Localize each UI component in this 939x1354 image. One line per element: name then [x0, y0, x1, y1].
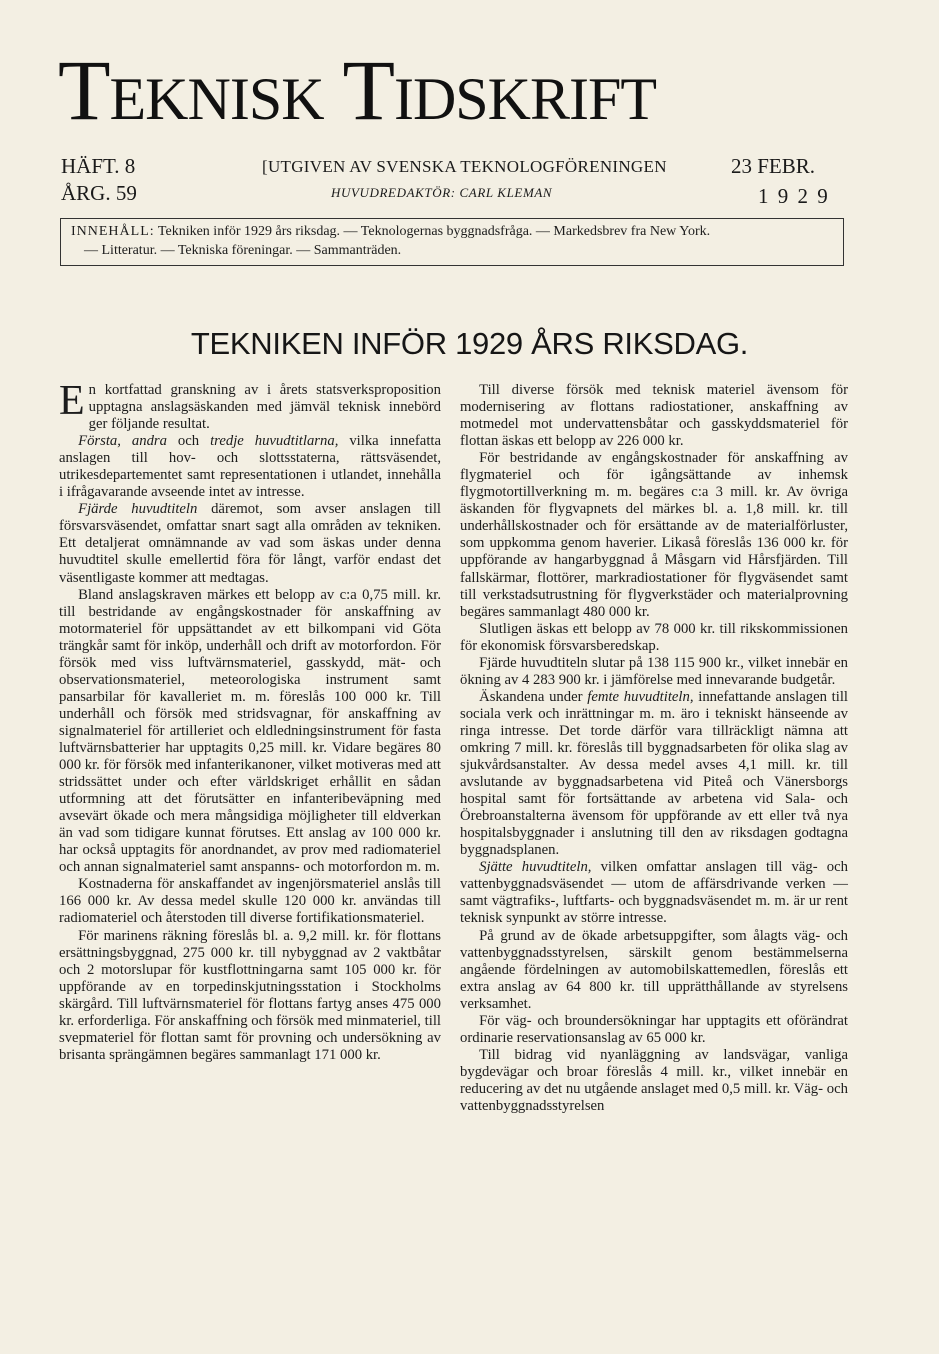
article-headline: TEKNIKEN INFÖR 1929 ÅRS RIKSDAG.	[190, 326, 749, 361]
paragraph-text: och	[166, 433, 211, 450]
masthead-title: Teknisk Tidskrift	[58, 42, 657, 138]
emphasis: Fjärde huvudtiteln	[78, 501, 198, 518]
issue-label: HÄFT. 8	[61, 154, 136, 178]
paragraph	[59, 501, 441, 586]
paragraph-text: Äskandena under	[479, 688, 588, 705]
paragraph	[460, 689, 848, 859]
issue-year: 1 9 2 9	[758, 184, 830, 208]
paragraph: Till bidrag vid nyanläggning av landsvägar, vanliga bygdevägar och broar föreslås 4 mill. kr., vilket innebär en reducering av det nu utgående anslaget med 0,5 mill. kr. Väg- och vattenbyggnadsstyrelsen	[460, 1046, 848, 1114]
paragraph: Bland anslagskraven märkes ett belopp av c:a 0,75 mill. kr. till bestridande av engångskostnader för anskaffning av motormateriel för uppsättandet av ett bilkompani vid Göta trängkår samt för inköp, underhåll och drift av motorfordon. För försök med viss luftvärnsmateriel, gasskydd, mät- och observationsmateriel, meteorologiska instrument samt pansarbilar för kavalleriet m. m. föreslås 100 000 kr. Till underhåll och försök med stridsvagnar, för anskaffning av signalmateriel för artilleriet och eldledningsinstrument för fasta luftvärnsbatterier har upptagits 0,25 mill. kr. Vidare begäres 80 000 kr. för försök med infanterikanoner, vilket motiveras med att stridssättet under och efter världskriget erhållit en sådan utformning att det förutsätter en infanteribeväpning med avsevärt ökade och mera mångsidiga möjligheter till eldverkan än vad som tidigare kunnat förutses. Ett anslag av 100 000 kr. har också upptagits för anordnandet, av prov med radiomateriel och annan signalmateriel samt anspanns- och motorfordon m. m.	[59, 586, 441, 876]
paragraph: På grund av de ökade arbetsuppgifter, som ålagts väg- och vattenbyggnadsstyrelsen, särskilt genom bestämmelserna angående fördelningen av automobilskattemedlen, föreslås ett extra anslag av 64 800 kr. till upprätthållande av styrelsens verksamhet.	[460, 927, 848, 1012]
paragraph: För väg- och broundersökningar har upptagits ett oförändrat ordinarie reservationsanslag av 65 000 kr.	[460, 1012, 848, 1046]
contents-line-1	[71, 222, 835, 241]
year-label: ÅRG. 59	[61, 181, 137, 205]
paragraph: För bestridande av engångskostnader för anskaffning av flygmateriel och för igångsättande av inhemsk flygmotortillverkning m. m. begäres c:a 3 mill. kr. Av övriga äskanden för flygvapnets del märkes bl. a. 1,8 mill. kr. till underhållskostnader och för ersättande av de materialförluster, som uppkomma genom haverier. Likaså föreslås 136 000 kr. för uppförande av hangarbyggnad å Måsgarn vid Hårsfjärden. Till fallskärmar, flottörer, markradiostationer för flygväsendet samt till verkstadsutrustning för flygverkstäder och materialprovning begäres sammanlagt 480 000 kr.	[460, 450, 848, 620]
article-column-left	[59, 378, 441, 1064]
paragraph: Till diverse försök med teknisk materiel ävensom för modernisering av flottans radiostationer, anskaffning av motmedel mot undervattensbåtar och gasskyddsmateriel för flottan äskas ett belopp av 226 000 kr.	[460, 382, 848, 450]
emphasis: Första, andra	[78, 433, 167, 450]
paragraph	[460, 859, 848, 927]
drop-cap: E	[59, 378, 85, 424]
paragraph-text: vilka innefatta anslagen till hov- och slottsstaterna, rättsväsendet, utrikesdepartementet samt representationen i utlandet, innehålla i ifrågavarande avseende intet av intresse.	[59, 433, 441, 501]
paragraph: Kostnaderna för anskaffandet av ingenjörsmateriel anslås till 166 000 kr. Av dessa medel skulle 120 000 kr. användas till radiomateriel och återstoden till diverse fortifikationsmateriel.	[59, 876, 441, 927]
paragraph	[59, 378, 441, 433]
contents-items-2: — Litteratur. — Tekniska föreningar. — Sammanträden.	[84, 243, 402, 258]
contents-label: INNEHÅLL:	[71, 224, 155, 239]
contents-box	[60, 218, 844, 266]
paragraph: Fjärde huvudtiteln slutar på 138 115 900 kr., vilket innebär en ökning av 4 283 900 kr. i jämförelse med innevarande budgetår.	[460, 654, 848, 688]
paragraph-text: n kortfattad granskning av i årets statsverksproposition upptagna anslagsäskanden med jämväl teknisk innebörd ger följande resultat.	[88, 382, 441, 433]
emphasis: Sjätte huvudtiteln,	[479, 859, 592, 876]
paragraph-text: däremot, som avser anslagen till försvarsväsendet, omfattar snart sagt alla områden av tekniken. Ett detaljerat omnämnande av vad som äskas under denna huvudtitel skulle emellertid föra för långt, varför endast det väsentligaste kommer att medtagas.	[59, 501, 441, 586]
paragraph: Slutligen äskas ett belopp av 78 000 kr. till rikskommissionen för ekonomisk försvarsberedskap.	[460, 620, 848, 654]
contents-items-1: Tekniken inför 1929 års riksdag. — Teknologernas byggnadsfråga. — Markedsbrev fra New York.	[157, 224, 711, 239]
paragraph-text: vilken omfattar anslagen till väg- och vattenbyggnadsväsendet — utom de affärsdrivande verken — samt vägtrafiks-, luftfarts- och byggnadsväsendet m. m. är ur rent teknisk synpunkt av större intresse.	[460, 859, 848, 927]
emphasis: femte huvudtiteln,	[587, 688, 694, 705]
paragraph	[59, 433, 441, 501]
editor-line: HUVUDREDAKTÖR: CARL KLEMAN	[331, 185, 553, 200]
article-column-right	[460, 382, 848, 1115]
paragraph: För marinens räkning föreslås bl. a. 9,2 mill. kr. för flottans ersättningsbyggnad, 275 000 kr. till nybyggnad av 2 vaktbåtar och 2 motorslupar för kustflottningarna samt 105 000 kr. för uppförande av en torpedinskjutningsstation i Stockholms skärgård. Till luftvärnsmateriel för flottans fartyg anses 475 000 kr. erforderliga. För anskaffning och försök med minmateriel, till svepmateriel för flottan samt för provning och undersökning av brisanta sprängämnen begäres sammanlagt 171 000 kr.	[59, 927, 441, 1063]
publisher-line: [UTGIVEN AV SVENSKA TEKNOLOGFÖRENINGEN	[262, 157, 667, 176]
emphasis: tredje huvudtitlarna,	[210, 433, 339, 450]
issue-date: 23 FEBR.	[731, 154, 816, 178]
paragraph-text: innefattande anslagen till sociala verk och inrättningar m. m. äro i tekniskt hänseende av ringa intresse. Det torde därför vara tillräckligt nämna att omkring 7 mill. kr. föreslås till byggnadsarbeten för olika slag av sjukvårdsanstalter. Av dessa medel avses 4,1 mill. kr. till avslutande av byggnadsarbetena vid Piteå och Vänersborgs hospital samt för fortsättande av arbetena vid Sala- och Örebroanstalterna ävensom för uppförande av ett eller två nya hospitalsbyggnader i anslutning till den av riksdagen godtagna byggnadsplanen.	[460, 688, 848, 859]
